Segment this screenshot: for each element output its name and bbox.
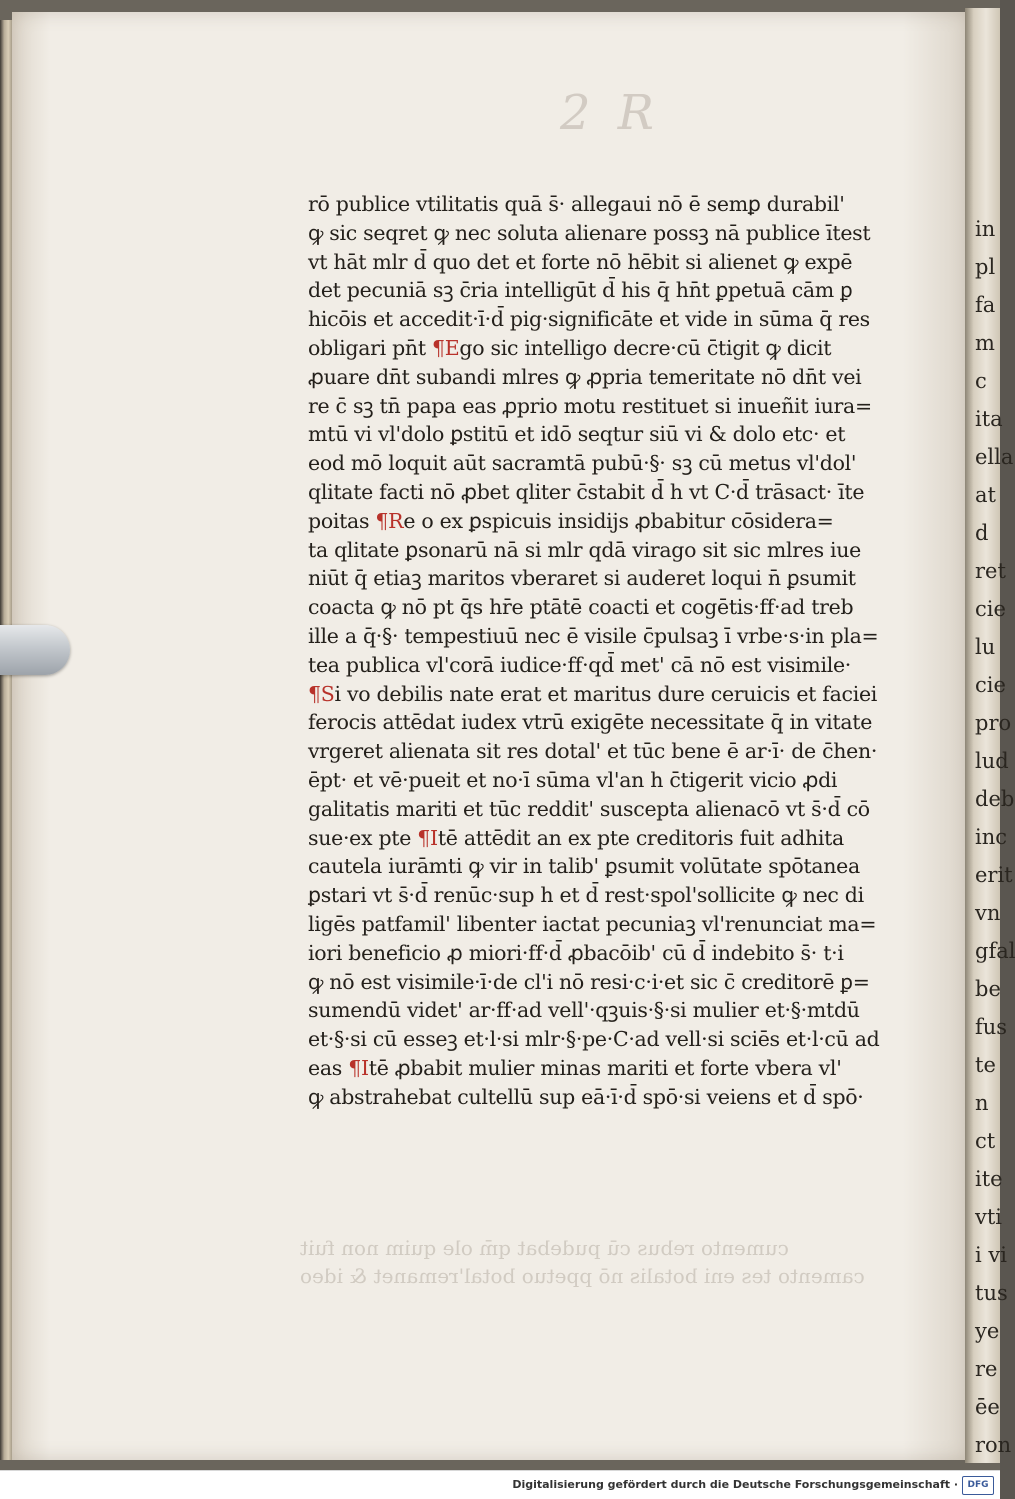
facing-page-fragment: cie bbox=[975, 673, 1006, 697]
facing-page-fragments bbox=[975, 210, 1015, 1464]
text-line: coacta ꝙ nō pt q̄s hr̄e ptātē coacti et cogētis·ff·ad treb bbox=[308, 595, 854, 620]
text-line: ꝙ nō est visimile·ī·de cl'i nō resi·c·i·et sic c̄ creditorē ꝑ= bbox=[308, 969, 870, 994]
text-line: iori beneficio ꝓ miori·ff·d̄ ꝓbacōib' cū d̄ indebito s̄· t·i bbox=[308, 940, 844, 965]
text-line: ꝙ sic seqret ꝙ nec soluta alienare possꝫ nā publice ītest bbox=[308, 220, 871, 245]
text-segment: go sic intelligo decre·cū c̄tigit ꝙ dicit bbox=[459, 335, 832, 360]
text-line: ligēs patfamil' libenter iactat pecuniaꝫ vl'renunciat ma= bbox=[308, 911, 877, 936]
facing-page-fragment: lu bbox=[975, 635, 996, 659]
facing-page-fragment: cie bbox=[975, 597, 1006, 621]
facing-page-fragment: ite bbox=[975, 1167, 1003, 1191]
rubric-paragraph-mark: ¶S bbox=[308, 681, 335, 706]
page-clip bbox=[0, 625, 70, 675]
text-line bbox=[308, 824, 908, 853]
facing-page-fragment: be bbox=[975, 977, 1001, 1001]
text-line: ꝓuare dn̄t subandi mlres ꝙ ꝓpria temeritate nō dn̄t vei bbox=[308, 364, 862, 389]
facing-page-fragment: in bbox=[975, 217, 996, 241]
facing-page-fragment: ēe bbox=[975, 1395, 1000, 1419]
text-line: niūt q̄ etiaꝫ maritos vberaret si auderet loqui n̄ ꝑsumit bbox=[308, 566, 856, 591]
text-line: et·§·si cū esseꝫ et·l·si mlr·§·pe·C·ad vell·si sciēs et·l·cū ad bbox=[308, 1027, 880, 1052]
facing-page-fragment: ella bbox=[975, 445, 1014, 469]
bleed-through-line-1: cumento rebus cū pudebat qm̄ ole quim non fuit bbox=[300, 1236, 789, 1260]
facing-page-fragment: lud bbox=[975, 749, 1009, 773]
text-segment: tē attēdit an ex pte creditoris fuit adhita bbox=[437, 825, 844, 850]
text-line: cautela iurāmti ꝙ vir in talib' ꝑsumit volūtate spōtanea bbox=[308, 854, 860, 879]
text-line: vrgeret alienata sit res dotal' et tūc bene ē ar·ī· de c̄hen· bbox=[308, 739, 878, 764]
facing-page-fragment: c bbox=[975, 369, 987, 393]
text-segment: obligari pn̄t bbox=[308, 335, 432, 360]
facing-page-fragment: fa bbox=[975, 293, 996, 317]
text-line: ēpt· et vē·pueit et no·ī sūma vl'an h c̄tigerit vicio ꝓdi bbox=[308, 767, 838, 792]
facing-page-fragment: te bbox=[975, 1053, 996, 1077]
text-segment: i vo debilis nate erat et maritus dure ceruicis et faciei bbox=[334, 681, 878, 706]
facing-page-fragment: ret bbox=[975, 559, 1006, 583]
facing-page-fragment: ct bbox=[975, 1129, 996, 1153]
text-line bbox=[308, 1054, 908, 1083]
text-segment: tē ꝓbabit mulier minas mariti et forte vbera vl' bbox=[368, 1055, 842, 1080]
dfg-logo: DFG bbox=[962, 1476, 994, 1495]
facing-page-fragment: pro bbox=[975, 711, 1012, 735]
facing-page-fragment: re bbox=[975, 1357, 998, 1381]
facing-page-fragment: fus bbox=[975, 1015, 1008, 1039]
text-line: ꝙ abstrahebat cultellū sup eā·ī·d̄ spō·si veiens et d̄ spō· bbox=[308, 1084, 864, 1109]
funding-credit: Digitalisierung gefördert durch die Deutsche Forschungsgemeinschaft · bbox=[512, 1478, 958, 1491]
text-line: hicōis et accedit·ī·d̄ pig·significāte et vide in sūma q̄ res bbox=[308, 307, 870, 332]
text-line bbox=[308, 680, 908, 709]
text-segment: eas bbox=[308, 1055, 349, 1080]
facing-page-fragment: deb bbox=[975, 787, 1015, 811]
rubric-paragraph-mark: ¶E bbox=[431, 335, 460, 360]
facing-page-fragment: ron bbox=[975, 1433, 1012, 1457]
facing-page-fragment: gfal bbox=[975, 939, 1015, 963]
facing-page-fragment: pl bbox=[975, 255, 996, 279]
rubric-paragraph-mark: ¶I bbox=[417, 825, 438, 850]
incunable-text-block bbox=[308, 190, 908, 1112]
facing-page-fragment: erit bbox=[975, 863, 1013, 887]
text-line: ꝑstari vt s̄·d̄ renūc·sup h et d̄ rest·spol'sollicite ꝙ nec di bbox=[308, 883, 864, 908]
text-line: ta qlitate ꝑsonarū nā si mlr qdā virago sit sic mlres iue bbox=[308, 537, 862, 562]
text-line: sumendū videt' ar·ff·ad vell'·qꝫuis·§·si mulier et·§·mtdū bbox=[308, 998, 860, 1023]
text-line: qlitate facti nō ꝓbet qliter c̄stabit d̄ h vt C·d̄ trāsact· īte bbox=[308, 479, 865, 504]
funding-footer bbox=[0, 1470, 1000, 1499]
text-line: eod mō loquit aūt sacramtā pubū·§· sꝫ cū metus vl'dol' bbox=[308, 451, 857, 476]
facing-page-fragment: m bbox=[975, 331, 995, 355]
text-line: mtū vi vl'dolo ꝑstitū et idō seqtur siū vi & dolo etc· et bbox=[308, 422, 846, 447]
text-line: re c̄ sꝫ tn̄ papa eas ꝓprio motu restituet si inueñit iura= bbox=[308, 393, 872, 418]
facing-page-fragment: at bbox=[975, 483, 996, 507]
text-line: ferocis attēdat iudex vtrū exigēte necessitate q̄ in vitate bbox=[308, 710, 873, 735]
text-line bbox=[308, 334, 908, 363]
facing-page-fragment: vn bbox=[975, 901, 1001, 925]
text-segment: sue·ex pte bbox=[308, 825, 418, 850]
rubric-paragraph-mark: ¶R bbox=[375, 508, 404, 533]
text-line: ille a q̄·§· tempestiuū nec ē visile c̄pulsaꝫ ī vrbe·s·in pla= bbox=[308, 623, 879, 648]
text-line: vt hāt mlr d̄ quo det et forte nō hēbit si alienet ꝙ expē bbox=[308, 249, 853, 274]
text-line: rō publice vtilitatis quā s̄· allegaui nō ē semꝑ durabil' bbox=[308, 192, 845, 216]
rubric-paragraph-mark: ¶I bbox=[348, 1055, 369, 1080]
text-line: galitatis mariti et tūc reddit' suscepta alienacō vt s̄·d̄ cō bbox=[308, 796, 870, 821]
text-line: tea publica vl'corā iudice·ff·qd̄ met' cā nō est visimile· bbox=[308, 652, 852, 677]
facing-page-fragment: vti bbox=[975, 1205, 1003, 1229]
facing-page-fragment: inc bbox=[975, 825, 1008, 849]
text-line bbox=[308, 507, 908, 536]
facing-page-fragment: ye bbox=[975, 1319, 1000, 1343]
facing-page-fragment: tus bbox=[975, 1281, 1008, 1305]
facing-page-fragment: i vi bbox=[975, 1243, 1007, 1267]
text-line: det pecuniā sꝫ c̄ria intelligūt d̄ his q̄ hn̄t ꝑpetuā cām ꝑ bbox=[308, 278, 853, 303]
bleed-through-line-2: camento tes eni botalis nō ppetuo botal'remanet & ideo bbox=[300, 1264, 865, 1288]
text-segment: e o ex ꝑspicuis insidijs ꝓbabitur cōsidera= bbox=[403, 508, 834, 533]
text-segment: poitas bbox=[308, 508, 376, 533]
facing-page-fragment: ita bbox=[975, 407, 1003, 431]
facing-page-fragment: d bbox=[975, 521, 989, 545]
facing-page-fragment: n bbox=[975, 1091, 989, 1115]
pencil-folio-mark: 2 R bbox=[560, 85, 660, 141]
